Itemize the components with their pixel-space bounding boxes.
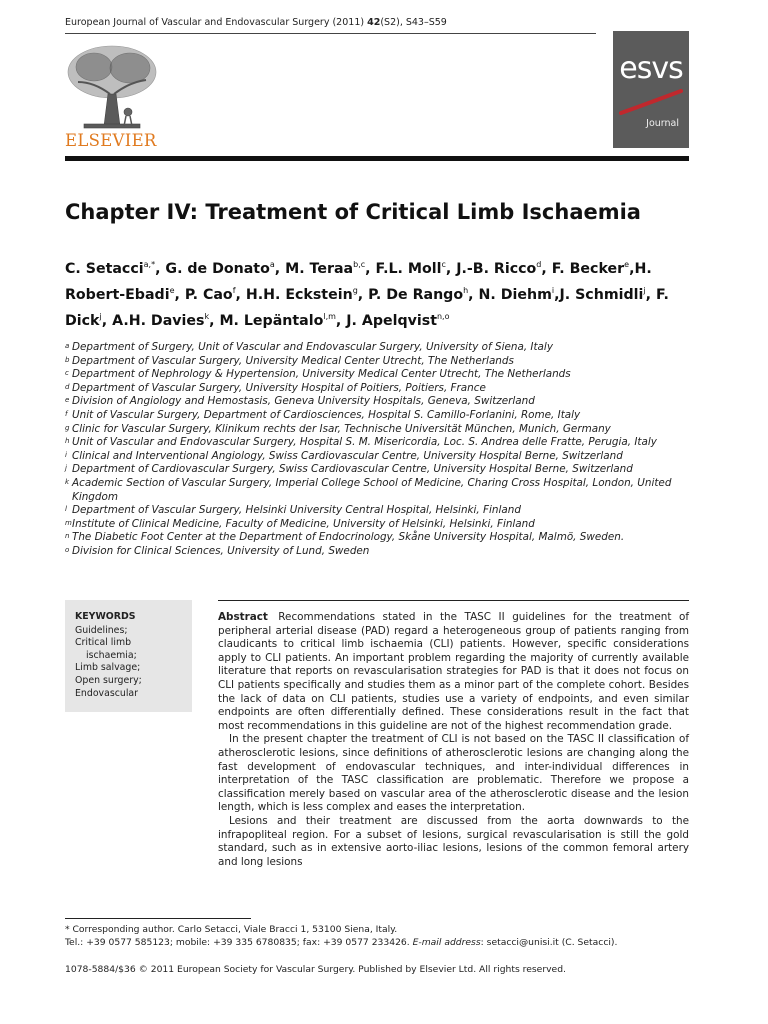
author-affiliation-marker: h [463,286,469,295]
author-affiliation-marker: f [232,286,236,295]
author-separator: , [209,313,220,329]
header-rule [65,33,596,34]
journal-volume: 42 [367,17,381,28]
elsevier-wordmark: ELSEVIER [65,131,157,150]
author: M. Teraa [285,261,354,277]
abstract-text: Recommendations stated in the TASC II guidelines for the treatment of peripheral arterial disease (PAD) regard a heterogeneous group of patients ranging from claudicants to critical limb ischaemia (CLI) patients. However, specific considerations apply to CLI patients. An important problem regarding the majority of currently available literature that reports on revascularisation strategies for PAD is that it does not focus on CLI patients specifically and studies them as a minor part of the complete cohort. Besides the lack of data on CLI patients, studies use a variety of endpoints, and even similar endpoints are often differentially defined. These considerations result in the fact that most recommendations in this guideline are not of the highest recommendation grade. [218,611,689,732]
esvs-swoosh-icon [619,89,683,115]
author: P. Cao [184,287,233,303]
journal-name: European Journal of Vascular and Endovascular Surgery (2011) [65,17,368,28]
affiliation-text: Division of Angiology and Hemostasis, Geneva University Hospitals, Geneva, Switzerland [72,395,535,408]
author-separator: , [445,261,457,277]
author: H.H. Eckstein [245,287,353,303]
keyword-item: Guidelines; [75,624,128,636]
abstract [218,611,689,869]
affiliation-text: Department of Vascular Surgery, University Medical Center Utrecht, The Netherlands [72,354,514,367]
author-affiliation-marker: i [551,286,555,295]
affiliation-marker: o [65,545,70,554]
affiliation-marker: j [65,464,67,473]
author-affiliation-marker: l,m [323,312,336,321]
author-affiliation-marker: a,* [143,260,156,269]
keyword-item: Critical limb [75,637,132,649]
abstract-heading: Abstract [218,611,268,623]
author: P. De Rango [368,287,464,303]
author-separator: , [468,287,479,303]
affiliation-item [65,395,705,409]
keyword-item: Open surgery; [75,674,142,686]
keyword-item: Endovascular [75,687,139,699]
affiliation-text: Unit of Vascular Surgery, Department of Cardiosciences, Hospital S. Camillo-Forlanini, Rome, Italy [72,408,581,421]
affiliation-item [65,518,705,532]
abstract-rule [218,600,689,601]
author: F. Becker [551,261,625,277]
abstract-text: Lesions and their treatment are discussed from the aorta downwards to the infrapopliteal region. For a subset of lesions, surgical revascularisation is still the gold standard, such as in extensive aorto-iliac lesions, lesions of the common femoral artery and long lesions [218,814,689,868]
affiliation-item [65,355,705,369]
author-affiliation-marker: a [269,260,275,269]
affiliation-marker: g [65,423,70,432]
keyword-item: ischaemia; [86,649,137,661]
author: F. Dick [65,287,669,329]
footnote-rule [65,918,251,919]
abstract-paragraph [218,733,689,815]
author-separator: , [629,261,635,277]
author-separator: , [101,313,113,329]
keywords-box [65,600,192,712]
author: J. Schmidli [559,287,644,303]
affiliation-marker: n [65,532,70,541]
affiliation-item [65,545,705,559]
author-affiliation-marker: e [169,286,175,295]
contact-details [65,936,705,949]
author-affiliation-marker: b,c [353,260,366,269]
author-affiliation-marker: j [99,312,102,321]
affiliation-marker: f [65,409,68,418]
author: A.H. Davies [112,313,205,329]
author: G. de Donato [165,261,270,277]
author-separator: , [235,287,246,303]
affiliation-item [65,504,705,518]
abstract-text: In the present chapter the treatment of CLI is not based on the TASC II classification of atherosclerotic lesions, since definitions of atherosclerotic lesions are changing along the fast development of endovascular techniques, and inter-individual differences in interpretation of the TASC classification are problematic. Therefore we propose a classification merely based on vascular area of the atherosclerotic disease and the lesion length, which is less complex and eases the interpretation. [218,733,689,814]
affiliation-marker: c [65,369,69,378]
journal-citation [65,17,447,28]
affiliation-list [65,341,705,559]
keyword-item: Limb salvage; [75,662,141,674]
corresponding-author-note: * Corresponding author. Carlo Setacci, Viale Bracci 1, 53100 Siena, Italy. [65,924,398,935]
affiliation-text: Department of Vascular Surgery, Helsinki University Central Hospital, Helsinki, Finland [72,504,521,517]
affiliation-item [65,463,705,477]
author-affiliation-marker: c [441,260,446,269]
author-affiliation-marker: n,o [436,312,450,321]
affiliation-text: Clinical and Interventional Angiology, Swiss Cardiovascular Centre, University Hospital Berne, Switzerland [72,449,623,462]
journal-issue-pages: (S2), S43–S59 [380,17,447,28]
author: C. Setacci [65,261,144,277]
author-separator: , [357,287,369,303]
author-affiliation-marker: g [352,286,358,295]
affiliation-marker: i [65,450,67,459]
author: J.-B. Ricco [456,261,537,277]
affiliation-text: Department of Nephrology & Hypertension, University Medical Center Utrecht, The Netherlands [72,368,571,381]
affiliation-item [65,450,705,464]
affiliation-marker: h [65,437,70,446]
author: N. Diehm [478,287,552,303]
contact-email: : setacci@unisi.it (C. Setacci). [480,937,618,948]
author-list [65,254,715,332]
affiliation-item [65,423,705,437]
author-separator: , [274,261,286,277]
abstract-paragraph [218,815,689,869]
contact-phone: Tel.: +39 0577 585123; mobile: +39 335 6780835; fax: +39 0577 233426. [65,937,413,948]
esvs-wordmark: esvs [619,51,683,86]
affiliation-text: Unit of Vascular and Endovascular Surgery, Hospital S. M. Misericordia, Loc. S. Andrea delle Fratte, Perugia, Italy [72,436,657,449]
affiliation-marker: l [65,505,67,514]
author-separator: , [155,261,166,277]
author: M. Lepäntalo [219,313,324,329]
author-affiliation-marker: d [536,260,542,269]
affiliation-text: Department of Vascular Surgery, University Hospital of Poitiers, Poitiers, France [72,381,486,394]
affiliation-text: Department of Cardiovascular Surgery, Swiss Cardiovascular Centre, University Hospital Berne, Switzerland [72,463,633,476]
affiliation-item [65,477,705,504]
author: F.L. Moll [375,261,442,277]
author-separator: , [365,261,376,277]
article-title: Chapter IV: Treatment of Critical Limb Ischaemia [65,200,641,224]
abstract-paragraph [218,611,689,733]
affiliation-text: Division for Clinical Sciences, University of Lund, Sweden [72,544,370,557]
affiliation-text: Academic Section of Vascular Surgery, Imperial College School of Medicine, Charing Cross Hospital, London, United Kingdom [72,476,672,503]
copyright-line: 1078-5884/$36 © 2011 European Society for Vascular Surgery. Published by Elsevier Ltd. All rights reserved. [65,964,566,975]
author-separator: , [541,261,552,277]
author: H. Robert-Ebadi [65,261,652,303]
affiliation-item [65,409,705,423]
author-affiliation-marker: k [204,312,210,321]
affiliation-marker: m [65,518,72,527]
author-affiliation-marker: j [643,286,646,295]
affiliation-item [65,531,705,545]
author-affiliation-marker: e [624,260,630,269]
affiliation-marker: k [65,477,70,486]
author: J. Apelqvist [346,313,437,329]
affiliation-text: Institute of Clinical Medicine, Faculty of Medicine, University of Helsinki, Helsinki, Finland [72,517,535,530]
esvs-journal-logo [613,31,689,148]
masthead-rule [65,156,689,161]
affiliation-text: The Diabetic Foot Center at the Department of Endocrinology, Skåne University Hospital, Malmö, Sweden. [72,531,625,544]
affiliation-marker: d [65,382,70,391]
affiliation-item [65,436,705,450]
affiliation-item [65,341,705,355]
affiliation-marker: a [65,342,70,350]
author-separator: , [645,287,656,303]
author-separator: , [554,287,560,303]
affiliation-text: Clinic for Vascular Surgery, Klinikum rechts der Isar, Technische Universität München, Munich, Germany [72,422,611,435]
author-separator: , [174,287,185,303]
affiliation-marker: e [65,396,70,405]
affiliation-item [65,382,705,396]
affiliation-marker: b [65,355,70,364]
author-separator: , [335,313,347,329]
footnote [65,923,705,949]
affiliation-text: Department of Surgery, Unit of Vascular and Endovascular Surgery, University of Siena, Italy [72,341,553,353]
esvs-journal-label: Journal [646,118,679,129]
email-label: E-mail address [412,937,481,948]
keywords-heading: KEYWORDS [75,611,136,622]
affiliation-item [65,368,705,382]
